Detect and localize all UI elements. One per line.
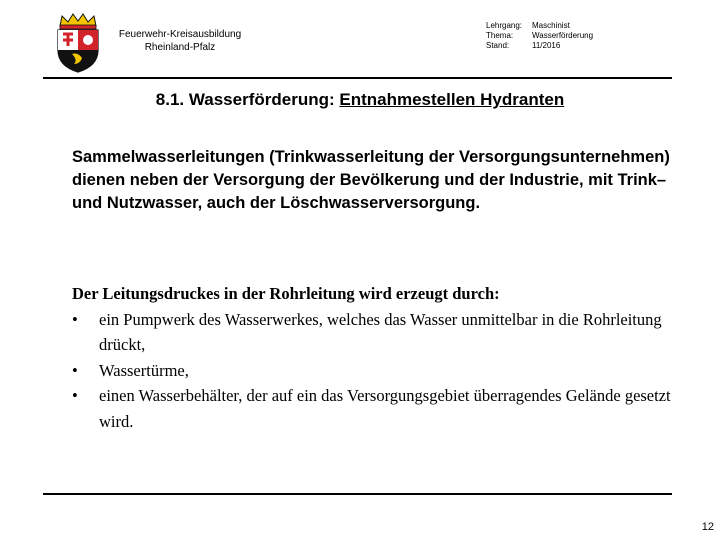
meta-value: Maschinist [532, 21, 570, 30]
list-item [72, 358, 672, 384]
organization-line-2: Rheinland-Pfalz [144, 42, 216, 53]
bullet-icon: • [72, 386, 78, 405]
rheinland-pfalz-crest-icon [52, 12, 104, 74]
intro-paragraph: Sammelwasserleitungen (Trinkwasserleitung der Versorgungsunternehmen) dienen neben der Versorgung der Bevölkerung und der Industrie, mit Trink– und Nutzwasser, auch der Löschwasserversorgung. [72, 148, 670, 212]
slide-title [0, 90, 720, 110]
pressure-section [72, 281, 672, 434]
slide-title-prefix: 8.1. Wasserförderung: [155, 90, 340, 109]
course-meta [486, 21, 593, 51]
meta-label: Thema: [486, 31, 514, 40]
list-item-text: Wassertürme, [99, 360, 189, 380]
page-number: 12 [701, 521, 714, 533]
footer-divider [43, 493, 672, 495]
organization-line-1: Feuerwehr-Kreisausbildung [118, 29, 242, 40]
list-item-text: ein Pumpwerk des Wasserwerkes, welches das Wasser unmittelbar in die Rohrleitung drückt, [99, 309, 662, 354]
pressure-lead: Der Leitungsdruckes in der Rohrleitung wird erzeugt durch: [72, 284, 500, 303]
bullet-icon: • [72, 360, 78, 380]
bullet-icon: • [72, 309, 78, 329]
meta-value: 11/2016 [532, 41, 561, 50]
list-item [72, 307, 672, 358]
meta-label: Stand: [486, 41, 510, 50]
header-divider [43, 77, 672, 79]
list-item [72, 383, 672, 434]
pressure-list [72, 307, 672, 435]
meta-label: Lehrgang: [486, 21, 523, 30]
meta-row-course [486, 21, 593, 31]
meta-value: Wasserförderung [532, 31, 594, 40]
slide-title-topic: Entnahmestellen Hydranten [339, 90, 565, 109]
meta-row-status [486, 41, 593, 51]
list-item-text: einen Wasserbehälter, der auf ein das Versorgungsgebiet überragendes Gelände gesetzt wird. [99, 386, 671, 431]
meta-row-topic [486, 31, 593, 41]
organization-name [110, 28, 250, 54]
